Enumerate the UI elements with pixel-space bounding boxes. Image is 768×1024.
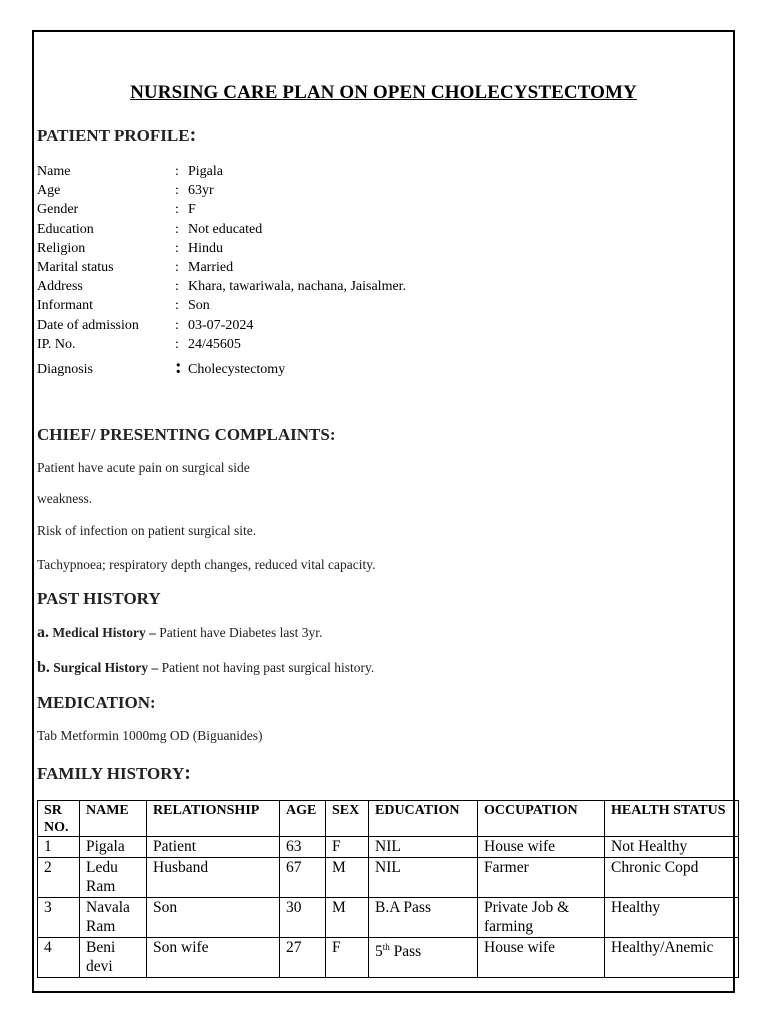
column-header-relationship: RELATIONSHIP (147, 801, 280, 837)
column-header-sex: SEX (326, 801, 369, 837)
cell-health-status: Not Healthy (605, 837, 739, 858)
cell-occupation: Private Job & farming (478, 897, 605, 937)
profile-label: IP. No. (37, 336, 76, 352)
profile-value: 63yr (188, 183, 214, 199)
cell-education (369, 937, 478, 977)
education-text: B.A Pass (375, 898, 431, 916)
profile-value: F (188, 202, 196, 218)
profile-label: Informant (37, 298, 93, 314)
profile-value: 24/45605 (188, 336, 241, 352)
surgical-history-text: Patient not having past surgical history. (158, 660, 375, 675)
cell-name: Navala Ram (80, 897, 147, 937)
cell-education (369, 897, 478, 937)
medical-history-label: Medical History – (52, 625, 156, 640)
profile-label: Diagnosis (37, 361, 93, 377)
education-text: 5 (375, 942, 383, 960)
profile-value: Son (188, 298, 210, 314)
column-header-age: AGE (280, 801, 326, 837)
table-row (38, 937, 739, 977)
profile-label: Address (37, 279, 83, 295)
column-header-education: EDUCATION (369, 801, 478, 837)
cell-occupation: House wife (478, 837, 605, 858)
surgical-history-line (37, 659, 374, 677)
profile-separator: : (175, 221, 179, 237)
cell-health-status: Healthy (605, 897, 739, 937)
education-superscript: th (382, 941, 390, 952)
medical-history-line (37, 624, 322, 642)
profile-value: 03-07-2024 (188, 317, 254, 333)
medication-heading: MEDICATION: (37, 693, 156, 712)
cell-occupation: House wife (478, 937, 605, 977)
cell-education (369, 857, 478, 897)
profile-separator: : (175, 164, 179, 179)
patient-profile-heading-text: PATIENT PROFILE (37, 126, 190, 145)
profile-value: Pigala (188, 164, 223, 179)
cell-education (369, 837, 478, 858)
complaint-item: Patient have acute pain on surgical side (37, 460, 250, 475)
complaint-item: Risk of infection on patient surgical site. (37, 523, 257, 538)
profile-separator: : (175, 298, 179, 314)
table-header-row (38, 801, 739, 837)
column-header-health-status: HEALTH STATUS (605, 801, 739, 837)
cell-relationship: Husband (147, 857, 280, 897)
profile-label: Date of admission (37, 317, 139, 333)
profile-separator: : (175, 355, 182, 378)
column-header-name: NAME (80, 801, 147, 837)
profile-separator: : (175, 336, 179, 352)
family-history-heading (37, 762, 191, 785)
profile-label: Gender (37, 202, 79, 218)
cell-sex: F (326, 837, 369, 858)
family-history-table (37, 800, 739, 978)
cell-sr: 1 (38, 837, 80, 858)
complaints-heading: CHIEF/ PRESENTING COMPLAINTS: (37, 425, 336, 444)
profile-separator: : (175, 259, 179, 275)
profile-value: Married (188, 259, 234, 275)
cell-sex: M (326, 897, 369, 937)
education-rest: Pass (389, 942, 422, 960)
cell-age: 30 (280, 897, 326, 937)
education-text: NIL (375, 838, 401, 855)
profile-value: Cholecystectomy (188, 361, 286, 377)
profile-value: Khara, tawariwala, nachana, Jaisalmer. (188, 279, 407, 295)
cell-name: Pigala (80, 837, 147, 858)
cell-name: Beni devi (80, 937, 147, 977)
cell-health-status: Chronic Copd (605, 857, 739, 897)
medical-history-text: Patient have Diabetes last 3yr. (155, 625, 323, 640)
profile-label: Religion (37, 240, 86, 256)
table-row (38, 837, 739, 858)
surgical-history-label: Surgical History – (53, 660, 159, 675)
cell-age: 67 (280, 857, 326, 897)
profile-separator: : (175, 317, 179, 333)
cell-sr: 3 (38, 897, 80, 937)
profile-label: Age (37, 183, 61, 199)
cell-occupation: Farmer (478, 857, 605, 897)
profile-label: Marital status (37, 259, 114, 275)
cell-sex: F (326, 937, 369, 977)
education-text: NIL (375, 858, 401, 876)
profile-separator: : (175, 279, 179, 295)
family-history-heading-text: FAMILY HISTORY (37, 764, 185, 783)
profile-label: Name (37, 164, 71, 179)
medical-history-marker: a. (37, 624, 49, 641)
past-history-heading: PAST HISTORY (37, 589, 161, 608)
column-header-sr-no: SR NO. (38, 801, 80, 837)
complaint-item: weakness. (37, 491, 93, 506)
cell-health-status: Healthy/Anemic (605, 937, 739, 977)
surgical-history-marker: b. (37, 659, 50, 676)
cell-relationship: Patient (147, 837, 280, 858)
cell-name: Ledu Ram (80, 857, 147, 897)
cell-sex: M (326, 857, 369, 897)
cell-age: 63 (280, 837, 326, 858)
cell-sr: 4 (38, 937, 80, 977)
cell-age: 27 (280, 937, 326, 977)
cell-relationship: Son (147, 897, 280, 937)
cell-sr: 2 (38, 857, 80, 897)
column-header-occupation: OCCUPATION (478, 801, 605, 837)
patient-profile-heading (37, 124, 196, 147)
profile-separator: : (175, 202, 179, 218)
profile-value: Not educated (188, 221, 263, 237)
profile-label: Education (37, 221, 94, 237)
medication-text: Tab Metformin 1000mg OD (Biguanides) (37, 728, 263, 743)
table-row (38, 897, 739, 937)
table-row (38, 857, 739, 897)
profile-value: Hindu (188, 240, 223, 256)
profile-separator: : (175, 240, 179, 256)
patient-profile-heading-colon: : (189, 124, 197, 146)
document-title: NURSING CARE PLAN ON OPEN CHOLECYSTECTOMY (130, 82, 637, 103)
cell-relationship: Son wife (147, 937, 280, 977)
complaint-item: Tachypnoea; respiratory depth changes, reduced vital capacity. (37, 557, 376, 572)
family-history-heading-colon: : (184, 762, 191, 784)
profile-separator: : (175, 183, 179, 199)
